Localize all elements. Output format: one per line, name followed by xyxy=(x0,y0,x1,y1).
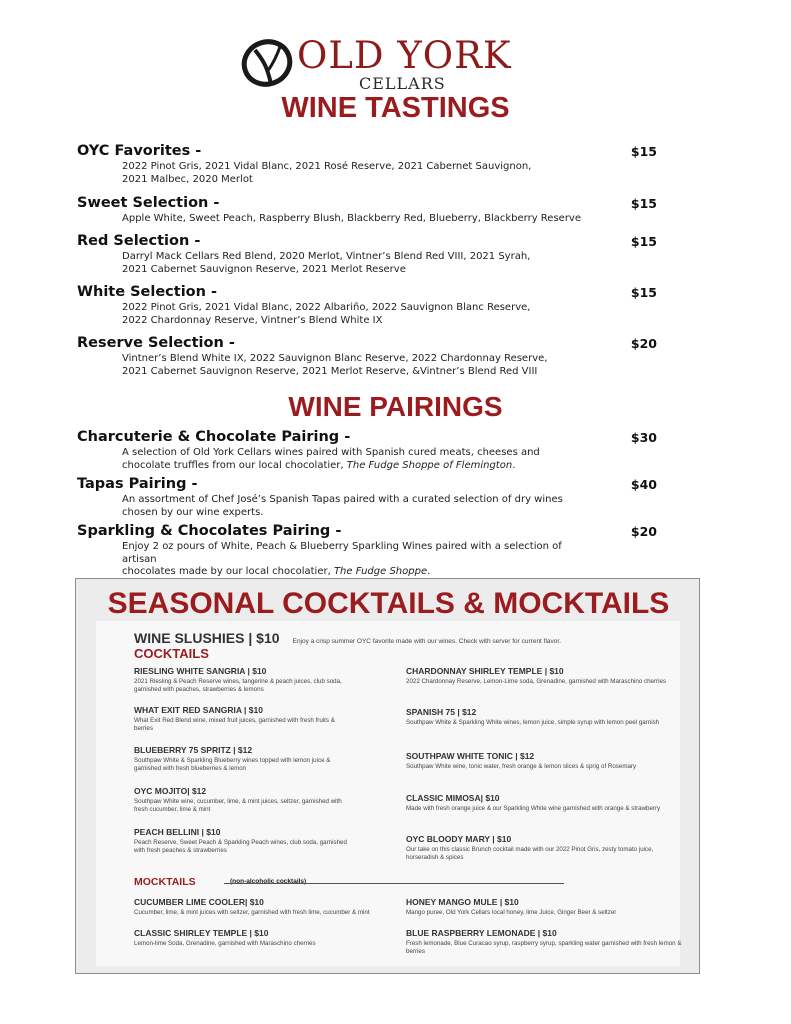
item-description: A selection of Old York Cellars wines paired with Spanish cured meats, cheeses and chocolate truffles from our local chocolatier, The Fudge Shoppe of Flemington. xyxy=(122,447,540,471)
cocktail-name: BLUEBERRY 75 SPRITZ | $12 xyxy=(134,745,253,755)
seasonal-cocktails-panel xyxy=(75,578,700,974)
item-title: Red Selection - xyxy=(77,233,201,249)
item-description: 2022 Pinot Gris, 2021 Vidal Blanc, 2022 Albariño, 2022 Sauvignon Blanc Reserve, 2022 Chardonnay Reserve, Vintner’s Blend White IX xyxy=(122,302,531,326)
cocktail-item xyxy=(406,793,686,813)
item-description: Enjoy 2 oz pours of White, Peach & Blueberry Sparkling Wines paired with a selection of artisan chocolates made by our local chocolatier, The Fudge Shoppe. xyxy=(122,541,562,577)
cocktail-description: 2021 Riesling & Peach Reserve wines, tangerine & peach juices, club soda, garnished with peaches, strawberries & lemons xyxy=(134,678,342,693)
mocktail-item xyxy=(134,928,389,948)
cocktail-name: RIESLING WHITE SANGRIA | $10 xyxy=(134,666,267,676)
cocktail-name: PEACH BELLINI | $10 xyxy=(134,827,221,837)
item-title: Tapas Pairing - xyxy=(77,476,198,492)
mocktail-name: CUCUMBER LIME COOLER| $10 xyxy=(134,897,264,907)
mocktail-description: Cucumber, lime, & mint juices with seltzer, garnished with fresh lime, cucumber & mint xyxy=(134,909,370,916)
slushies-note: Enjoy a crisp summer OYC favorite made with our wines. Check with server for current flavor. xyxy=(292,638,562,645)
cocktail-item xyxy=(406,834,686,862)
item-price: $40 xyxy=(630,477,657,492)
cocktail-item xyxy=(406,707,686,727)
item-title: Charcuterie & Chocolate Pairing - xyxy=(77,429,351,445)
mocktail-item xyxy=(406,928,686,956)
cocktail-item xyxy=(134,786,352,814)
item-price: $20 xyxy=(630,336,657,351)
cocktail-item xyxy=(134,666,352,694)
wine-tastings-heading: WINE TASTINGS xyxy=(281,92,510,124)
cocktail-name: SPANISH 75 | $12 xyxy=(406,707,477,717)
item-title: Sweet Selection - xyxy=(77,195,220,211)
menu-item xyxy=(77,195,657,226)
item-price: $15 xyxy=(630,144,657,159)
item-price: $15 xyxy=(630,196,657,211)
mocktail-item xyxy=(406,897,686,917)
item-description: An assortment of Chef José’s Spanish Tapas paired with a curated selection of dry wines chosen by our wine experts. xyxy=(122,494,563,518)
menu-item xyxy=(77,233,657,276)
mocktails-divider xyxy=(224,883,564,884)
item-description: Darryl Mack Cellars Red Blend, 2020 Merlot, Vintner’s Blend Red VIII, 2021 Syrah, 2021 Cabernet Sauvignon Reserve, 2021 Merlot Reserve xyxy=(122,251,531,275)
brand-name: OLD YORK xyxy=(297,34,512,77)
cocktail-description: 2022 Chardonnay Reserve, Lemon-Lime soda, Grenadine, garnished with Maraschino cherries xyxy=(406,678,667,685)
cocktail-description: Southpaw White wine, cucumber, lime, & mint juices, seltzer, garnished with fresh cucumber, lime & mint xyxy=(134,798,342,813)
item-price: $15 xyxy=(630,234,657,249)
brand-subtitle: CELLARS xyxy=(359,74,446,93)
item-title: OYC Favorites - xyxy=(77,143,202,159)
cocktail-description: Our take on this classic Brunch cocktail made with our 2022 Pinot Gris, zesty tomato juice, horseradish & spices xyxy=(406,846,654,861)
cocktail-name: WHAT EXIT RED SANGRIA | $10 xyxy=(134,705,263,715)
cocktail-name: SOUTHPAW WHITE TONIC | $12 xyxy=(406,751,535,761)
cocktails-heading: COCKTAILS xyxy=(134,646,209,661)
item-title: White Selection - xyxy=(77,284,218,300)
item-description: 2022 Pinot Gris, 2021 Vidal Blanc, 2021 Rosé Reserve, 2021 Cabernet Sauvignon, 2021 Malbec, 2020 Merlot xyxy=(122,161,532,185)
mocktail-name: BLUE RASPBERRY LEMONADE | $10 xyxy=(406,928,557,938)
wine-slushies-line xyxy=(134,628,561,647)
oyc-monogram-icon xyxy=(237,30,301,92)
mocktail-description: Fresh lemonade, Blue Curacao syrup, raspberry syrup, sparkling water garnished with fresh lemon & berries xyxy=(406,940,682,955)
mocktail-name: CLASSIC SHIRLEY TEMPLE | $10 xyxy=(134,928,269,938)
cocktail-description: Peach Reserve, Sweet Peach & Sparkling Peach wines, club soda, garnished with fresh peaches & strawberries xyxy=(134,839,347,854)
menu-item xyxy=(77,284,657,327)
cocktail-description: Southpaw White & Sparkling White wines, lemon juice, simple syrup with lemon peel garnish xyxy=(406,719,660,726)
cocktail-name: CHARDONNAY SHIRLEY TEMPLE | $10 xyxy=(406,666,564,676)
menu-item xyxy=(77,523,657,579)
menu-item xyxy=(77,476,657,519)
mocktails-note: (non-alcoholic cocktails) xyxy=(230,878,307,885)
cocktail-item xyxy=(406,751,686,771)
menu-item xyxy=(77,143,657,186)
item-description: Apple White, Sweet Peach, Raspberry Blush, Blackberry Red, Blueberry, Blackberry Reserve xyxy=(122,213,581,224)
cocktail-description: Southpaw White wine, tonic water, fresh orange & lemon slices & sprig of Rosemary xyxy=(406,763,637,770)
cocktail-name: OYC BLOODY MARY | $10 xyxy=(406,834,512,844)
slushies-title: WINE SLUSHIES | $10 xyxy=(134,630,280,646)
item-price: $15 xyxy=(630,285,657,300)
cocktail-item xyxy=(134,745,352,773)
item-price: $20 xyxy=(630,524,657,539)
item-price: $30 xyxy=(630,430,657,445)
cocktail-description: Southpaw White & Sparkling Blueberry wines topped with lemon juice & garnished with fresh blueberries & lemon xyxy=(134,757,331,772)
cocktail-item xyxy=(134,705,352,733)
cocktail-description: Made with fresh orange juice & our Sparkling White wine garnished with orange & strawberry xyxy=(406,805,661,812)
item-description: Vintner’s Blend White IX, 2022 Sauvignon Blanc Reserve, 2022 Chardonnay Reserve, 2021 Cabernet Sauvignon Reserve, 2021 Merlot Reserve, &Vintner’s Blend Red VIII xyxy=(122,353,548,377)
mocktail-name: HONEY MANGO MULE | $10 xyxy=(406,897,519,907)
mocktail-description: Mango puree, Old York Cellars local honey, lime Juice, Ginger Beer & seltzer xyxy=(406,909,617,916)
mocktails-heading: MOCKTAILS xyxy=(134,876,196,888)
cocktail-item xyxy=(134,827,352,855)
wine-pairings-heading: WINE PAIRINGS xyxy=(288,391,503,422)
seasonal-title: SEASONAL COCKTAILS & MOCKTAILS xyxy=(107,587,670,620)
mocktail-description: Lemon-lime Soda, Grenadine, garnished with Maraschino cherries xyxy=(134,940,316,947)
brand-logo xyxy=(237,26,537,96)
item-title: Reserve Selection - xyxy=(77,335,235,351)
cocktail-name: CLASSIC MIMOSA| $10 xyxy=(406,793,500,803)
menu-item xyxy=(77,335,657,378)
menu-item xyxy=(77,429,657,472)
mocktail-item xyxy=(134,897,389,917)
item-title: Sparkling & Chocolates Pairing - xyxy=(77,523,342,539)
cocktail-description: What Exit Red Blend wine, mixed fruit juices, garnished with fresh fruits & berries xyxy=(134,717,335,732)
cocktail-name: OYC MOJITO| $12 xyxy=(134,786,207,796)
cocktail-item xyxy=(406,666,686,686)
